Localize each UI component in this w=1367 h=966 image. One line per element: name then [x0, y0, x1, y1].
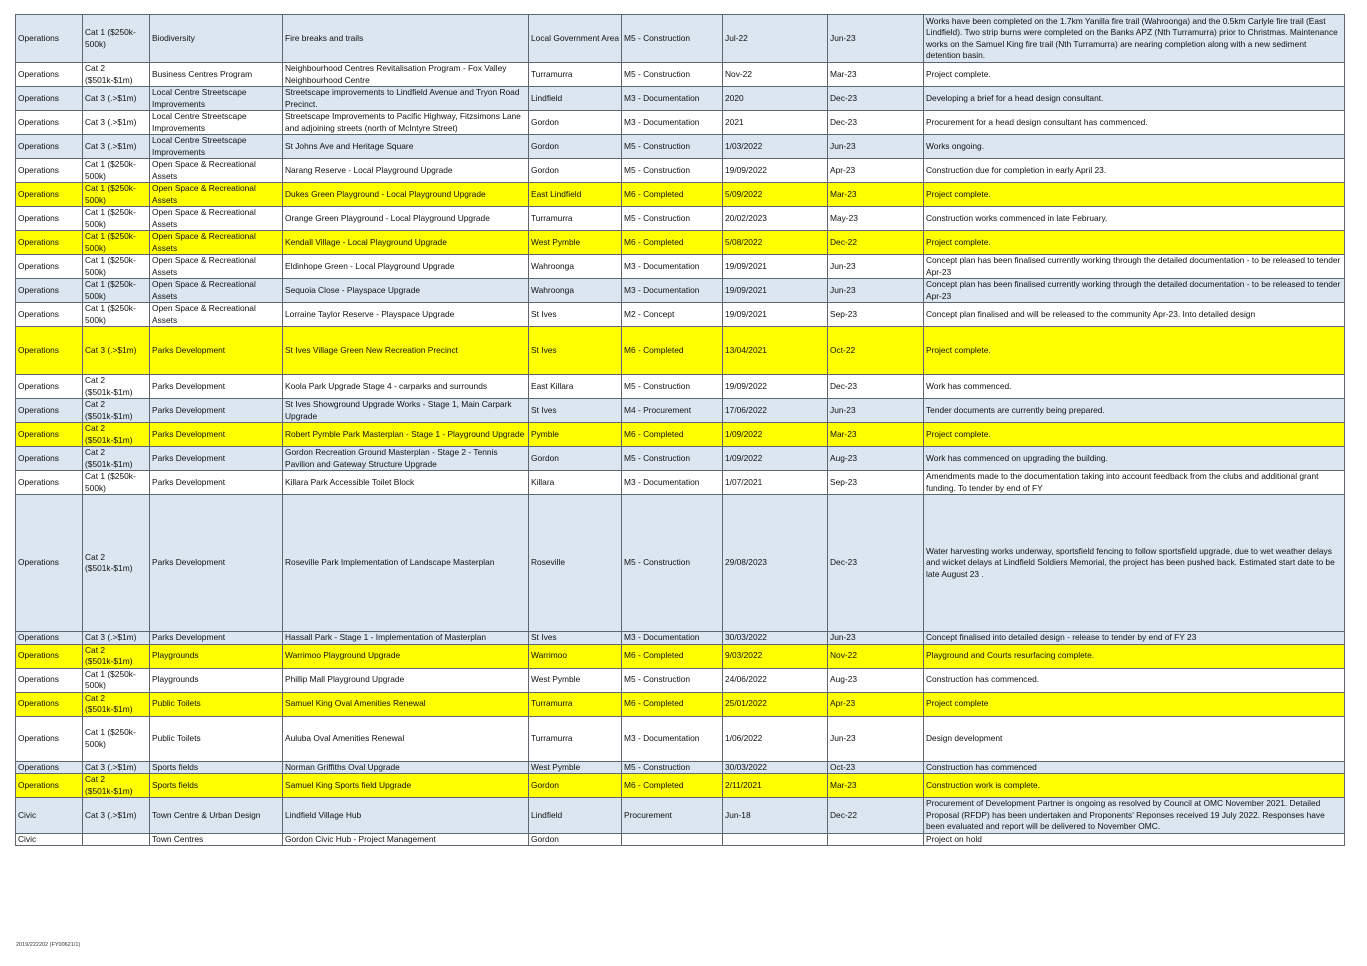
cell-comment: Project on hold: [924, 833, 1345, 846]
cell-stage: M6 - Completed: [622, 423, 723, 447]
cell-group: Operations: [16, 231, 83, 255]
table-row: [16, 471, 1345, 495]
cell-end: Mar-23: [828, 183, 924, 207]
cell-comment: Developing a brief for a head design consultant.: [924, 87, 1345, 111]
cell-start: Jun-18: [723, 798, 828, 834]
cell-program: Open Space & Recreational Assets: [150, 231, 283, 255]
cell-program: Parks Development: [150, 423, 283, 447]
table-row: [16, 692, 1345, 716]
document-reference: 2019/222202 (FY00621/1): [16, 942, 81, 948]
table-row: [16, 399, 1345, 423]
cell-category: Cat 3 (.>$1m): [83, 135, 150, 159]
cell-start: 9/03/2022: [723, 644, 828, 668]
cell-stage: M2 - Concept: [622, 303, 723, 327]
table-row: [16, 207, 1345, 231]
table-row: [16, 774, 1345, 798]
cell-project: Auluba Oval Amenities Renewal: [283, 716, 529, 761]
cell-program: Parks Development: [150, 632, 283, 645]
cell-group: Operations: [16, 327, 83, 375]
cell-project: Lindfield Village Hub: [283, 798, 529, 834]
cell-comment: Project complete.: [924, 231, 1345, 255]
cell-location: Turramurra: [529, 692, 622, 716]
cell-group: Operations: [16, 668, 83, 692]
cell-location: East Killara: [529, 375, 622, 399]
cell-location: Wahroonga: [529, 279, 622, 303]
cell-start: 30/03/2022: [723, 761, 828, 774]
cell-end: Sep-23: [828, 303, 924, 327]
table-row: [16, 833, 1345, 846]
cell-comment: Project complete: [924, 692, 1345, 716]
cell-group: Civic: [16, 833, 83, 846]
cell-location: Gordon: [529, 135, 622, 159]
cell-group: Operations: [16, 159, 83, 183]
cell-start: 2021: [723, 111, 828, 135]
cell-group: Operations: [16, 111, 83, 135]
cell-stage: M5 - Construction: [622, 63, 723, 87]
cell-end: Mar-23: [828, 774, 924, 798]
cell-category: Cat 1 ($250k-500k): [83, 668, 150, 692]
cell-comment: Project complete.: [924, 63, 1345, 87]
cell-end: Oct-22: [828, 327, 924, 375]
table-row: [16, 87, 1345, 111]
cell-location: Turramurra: [529, 716, 622, 761]
cell-comment: Project complete.: [924, 327, 1345, 375]
cell-location: St Ives: [529, 632, 622, 645]
cell-group: Operations: [16, 399, 83, 423]
cell-project: St Ives Showground Upgrade Works - Stage 1, Main Carpark Upgrade: [283, 399, 529, 423]
cell-project: Warrimoo Playground Upgrade: [283, 644, 529, 668]
cell-group: Operations: [16, 632, 83, 645]
cell-stage: M5 - Construction: [622, 159, 723, 183]
cell-project: Samuel King Sports field Upgrade: [283, 774, 529, 798]
cell-program: Sports fields: [150, 761, 283, 774]
table-row: [16, 798, 1345, 834]
cell-category: Cat 1 ($250k-500k): [83, 303, 150, 327]
cell-location: Killara: [529, 471, 622, 495]
cell-comment: Construction has commenced.: [924, 668, 1345, 692]
cell-location: Lindfield: [529, 87, 622, 111]
cell-project: Orange Green Playground - Local Playground Upgrade: [283, 207, 529, 231]
cell-start: Jul-22: [723, 15, 828, 63]
cell-start: 2020: [723, 87, 828, 111]
cell-stage: M3 - Documentation: [622, 279, 723, 303]
cell-location: Gordon: [529, 833, 622, 846]
cell-start: 2/11/2021: [723, 774, 828, 798]
cell-comment: Procurement of Development Partner is ongoing as resolved by Council at OMC November 2021. Detailed Proposal (RFDP) has been undertaken and Proponents' Reponses received 19 July 2022. Responses have been evaluated and report will be delivered to November OMC.: [924, 798, 1345, 834]
cell-group: Operations: [16, 255, 83, 279]
cell-category: Cat 1 ($250k-500k): [83, 255, 150, 279]
cell-stage: M6 - Completed: [622, 183, 723, 207]
cell-location: Wahroonga: [529, 255, 622, 279]
table-row: [16, 716, 1345, 761]
cell-end: Sep-23: [828, 471, 924, 495]
cell-end: Dec-23: [828, 495, 924, 632]
cell-location: St Ives: [529, 327, 622, 375]
cell-stage: M5 - Construction: [622, 207, 723, 231]
cell-comment: Project complete.: [924, 423, 1345, 447]
cell-end: Jun-23: [828, 716, 924, 761]
cell-project: Norman Griffiths Oval Upgrade: [283, 761, 529, 774]
cell-group: Operations: [16, 495, 83, 632]
cell-group: Operations: [16, 644, 83, 668]
cell-location: St Ives: [529, 399, 622, 423]
table-row: [16, 375, 1345, 399]
cell-stage: M3 - Documentation: [622, 716, 723, 761]
capital-works-table: [15, 14, 1345, 846]
cell-group: Operations: [16, 716, 83, 761]
cell-end: Jun-23: [828, 399, 924, 423]
cell-end: Mar-23: [828, 63, 924, 87]
cell-end: Dec-23: [828, 111, 924, 135]
cell-program: Open Space & Recreational Assets: [150, 207, 283, 231]
cell-comment: Concept plan has been finalised currently working through the detailed documentation - to be released to tender Apr-23: [924, 279, 1345, 303]
cell-end: May-23: [828, 207, 924, 231]
cell-program: Public Toilets: [150, 716, 283, 761]
cell-stage: M6 - Completed: [622, 692, 723, 716]
cell-comment: Design development: [924, 716, 1345, 761]
cell-program: Parks Development: [150, 399, 283, 423]
cell-program: Local Centre Streetscape Improvements: [150, 135, 283, 159]
cell-project: Sequoia Close - Playspace Upgrade: [283, 279, 529, 303]
table-row: [16, 255, 1345, 279]
cell-program: Playgrounds: [150, 644, 283, 668]
cell-category: Cat 3 (.>$1m): [83, 111, 150, 135]
cell-program: Open Space & Recreational Assets: [150, 183, 283, 207]
cell-location: St Ives: [529, 303, 622, 327]
cell-comment: Project complete.: [924, 183, 1345, 207]
cell-stage: M5 - Construction: [622, 15, 723, 63]
cell-project: Phillip Mall Playground Upgrade: [283, 668, 529, 692]
cell-stage: M3 - Documentation: [622, 111, 723, 135]
cell-comment: Water harvesting works underway, sportsfield fencing to follow sportsfield upgrade, due to wet weather delays and wicket delays at Lindfield Soldiers Memorial, the project has been pushed back. Estimated start date to be late August 23 .: [924, 495, 1345, 632]
cell-program: Local Centre Streetscape Improvements: [150, 111, 283, 135]
cell-location: Roseville: [529, 495, 622, 632]
cell-category: Cat 3 (.>$1m): [83, 327, 150, 375]
cell-stage: M5 - Construction: [622, 135, 723, 159]
cell-start: [723, 833, 828, 846]
cell-category: Cat 2 ($501k-$1m): [83, 63, 150, 87]
table-row: [16, 447, 1345, 471]
cell-project: Fire breaks and trails: [283, 15, 529, 63]
cell-stage: M6 - Completed: [622, 327, 723, 375]
cell-project: Eldinhope Green - Local Playground Upgrade: [283, 255, 529, 279]
cell-group: Operations: [16, 471, 83, 495]
cell-start: 30/03/2022: [723, 632, 828, 645]
cell-stage: M3 - Documentation: [622, 632, 723, 645]
cell-end: Aug-23: [828, 668, 924, 692]
cell-comment: Concept finalised into detailed design - release to tender by end of FY 23: [924, 632, 1345, 645]
cell-category: Cat 2 ($501k-$1m): [83, 774, 150, 798]
cell-end: Oct-23: [828, 761, 924, 774]
cell-comment: Construction due for completion in early April 23.: [924, 159, 1345, 183]
cell-group: Operations: [16, 135, 83, 159]
cell-stage: M5 - Construction: [622, 761, 723, 774]
cell-project: Neighbourhood Centres Revitalisation Program - Fox Valley Neighbourhood Centre: [283, 63, 529, 87]
cell-category: [83, 833, 150, 846]
cell-start: 20/02/2023: [723, 207, 828, 231]
cell-start: 19/09/2021: [723, 279, 828, 303]
table-row: [16, 63, 1345, 87]
cell-location: Warrimoo: [529, 644, 622, 668]
cell-start: 1/09/2022: [723, 423, 828, 447]
cell-project: Streetscape improvements to Lindfield Avenue and Tryon Road Precinct.: [283, 87, 529, 111]
table-row: [16, 183, 1345, 207]
cell-project: Robert Pymble Park Masterplan - Stage 1 - Playground Upgrade: [283, 423, 529, 447]
table-row: [16, 303, 1345, 327]
table-row: [16, 327, 1345, 375]
cell-stage: M6 - Completed: [622, 644, 723, 668]
table-row: [16, 495, 1345, 632]
cell-program: Biodiversity: [150, 15, 283, 63]
cell-group: Operations: [16, 761, 83, 774]
table-row: [16, 159, 1345, 183]
cell-end: Jun-23: [828, 255, 924, 279]
cell-start: 19/09/2022: [723, 375, 828, 399]
cell-program: Business Centres Program: [150, 63, 283, 87]
cell-group: Operations: [16, 774, 83, 798]
cell-start: 1/09/2022: [723, 447, 828, 471]
cell-stage: M5 - Construction: [622, 495, 723, 632]
cell-program: Sports fields: [150, 774, 283, 798]
table-row: [16, 135, 1345, 159]
cell-comment: Work has commenced.: [924, 375, 1345, 399]
cell-start: Nov-22: [723, 63, 828, 87]
cell-location: West Pymble: [529, 761, 622, 774]
cell-project: Streetscape Improvements to Pacific Highway, Fitzsimons Lane and adjoining streets (north of McIntyre Street): [283, 111, 529, 135]
cell-start: 17/06/2022: [723, 399, 828, 423]
cell-program: Parks Development: [150, 447, 283, 471]
cell-comment: Amendments made to the documentation taking into account feedback from the clubs and additional grant funding. To tender by end of FY: [924, 471, 1345, 495]
cell-category: Cat 3 (.>$1m): [83, 87, 150, 111]
cell-group: Operations: [16, 15, 83, 63]
cell-category: Cat 1 ($250k-500k): [83, 471, 150, 495]
cell-project: Narang Reserve - Local Playground Upgrade: [283, 159, 529, 183]
cell-location: Gordon: [529, 111, 622, 135]
cell-group: Operations: [16, 692, 83, 716]
cell-category: Cat 2 ($501k-$1m): [83, 644, 150, 668]
cell-start: 5/08/2022: [723, 231, 828, 255]
cell-location: Turramurra: [529, 63, 622, 87]
cell-end: Apr-23: [828, 159, 924, 183]
cell-comment: Construction has commenced: [924, 761, 1345, 774]
cell-comment: Tender documents are currently being prepared.: [924, 399, 1345, 423]
cell-group: Operations: [16, 63, 83, 87]
cell-category: Cat 1 ($250k-500k): [83, 183, 150, 207]
cell-start: 19/09/2021: [723, 255, 828, 279]
cell-group: Operations: [16, 207, 83, 231]
cell-end: Dec-22: [828, 798, 924, 834]
cell-start: 13/04/2021: [723, 327, 828, 375]
cell-location: Lindfield: [529, 798, 622, 834]
cell-end: Jun-23: [828, 15, 924, 63]
cell-category: Cat 3 (.>$1m): [83, 761, 150, 774]
cell-comment: Construction works commenced in late February.: [924, 207, 1345, 231]
cell-group: Operations: [16, 303, 83, 327]
cell-project: Gordon Civic Hub - Project Management: [283, 833, 529, 846]
cell-stage: M3 - Documentation: [622, 471, 723, 495]
cell-category: Cat 2 ($501k-$1m): [83, 375, 150, 399]
cell-comment: Procurement for a head design consultant has commenced.: [924, 111, 1345, 135]
cell-comment: Construction work is complete.: [924, 774, 1345, 798]
cell-location: Pymble: [529, 423, 622, 447]
cell-project: St Johns Ave and Heritage Square: [283, 135, 529, 159]
cell-category: Cat 1 ($250k-500k): [83, 231, 150, 255]
cell-end: Dec-22: [828, 231, 924, 255]
cell-start: 19/09/2021: [723, 303, 828, 327]
table-row: [16, 279, 1345, 303]
cell-start: 1/06/2022: [723, 716, 828, 761]
cell-category: Cat 1 ($250k-500k): [83, 159, 150, 183]
cell-project: Samuel King Oval Amenities Renewal: [283, 692, 529, 716]
cell-start: 19/09/2022: [723, 159, 828, 183]
cell-program: Public Toilets: [150, 692, 283, 716]
cell-category: Cat 1 ($250k-500k): [83, 279, 150, 303]
cell-category: Cat 3 (.>$1m): [83, 632, 150, 645]
cell-start: 5/09/2022: [723, 183, 828, 207]
cell-program: Open Space & Recreational Assets: [150, 255, 283, 279]
cell-location: Gordon: [529, 159, 622, 183]
cell-end: Jun-23: [828, 135, 924, 159]
cell-group: Operations: [16, 279, 83, 303]
cell-stage: M5 - Construction: [622, 375, 723, 399]
cell-project: Gordon Recreation Ground Masterplan - Stage 2 - Tennis Pavilion and Gateway Structure Upgrade: [283, 447, 529, 471]
cell-stage: M6 - Completed: [622, 774, 723, 798]
cell-project: Kendall Village - Local Playground Upgrade: [283, 231, 529, 255]
cell-category: Cat 1 ($250k-500k): [83, 207, 150, 231]
cell-program: Parks Development: [150, 327, 283, 375]
cell-program: Open Space & Recreational Assets: [150, 159, 283, 183]
cell-location: Local Government Area: [529, 15, 622, 63]
cell-project: Koola Park Upgrade Stage 4 - carparks and surrounds: [283, 375, 529, 399]
cell-end: Jun-23: [828, 632, 924, 645]
cell-project: St Ives Village Green New Recreation Precinct: [283, 327, 529, 375]
table-row: [16, 632, 1345, 645]
cell-comment: Concept plan has been finalised currently working through the detailed documentation - to be released to tender Apr-23: [924, 255, 1345, 279]
cell-category: Cat 3 (.>$1m): [83, 798, 150, 834]
cell-program: Local Centre Streetscape Improvements: [150, 87, 283, 111]
cell-category: Cat 2 ($501k-$1m): [83, 447, 150, 471]
cell-stage: M5 - Construction: [622, 447, 723, 471]
cell-program: Open Space & Recreational Assets: [150, 303, 283, 327]
cell-stage: [622, 833, 723, 846]
cell-stage: M3 - Documentation: [622, 87, 723, 111]
cell-category: Cat 2 ($501k-$1m): [83, 495, 150, 632]
cell-program: Town Centre & Urban Design: [150, 798, 283, 834]
table-row: [16, 15, 1345, 63]
table-row: [16, 668, 1345, 692]
cell-end: Apr-23: [828, 692, 924, 716]
cell-group: Operations: [16, 447, 83, 471]
cell-end: Dec-23: [828, 375, 924, 399]
cell-stage: Procurement: [622, 798, 723, 834]
cell-group: Civic: [16, 798, 83, 834]
cell-end: Mar-23: [828, 423, 924, 447]
cell-stage: M3 - Documentation: [622, 255, 723, 279]
cell-location: Gordon: [529, 774, 622, 798]
cell-start: 1/03/2022: [723, 135, 828, 159]
cell-group: Operations: [16, 183, 83, 207]
cell-location: West Pymble: [529, 231, 622, 255]
cell-category: Cat 2 ($501k-$1m): [83, 399, 150, 423]
cell-end: [828, 833, 924, 846]
cell-comment: Works ongoing.: [924, 135, 1345, 159]
cell-program: Town Centres: [150, 833, 283, 846]
cell-stage: M6 - Completed: [622, 231, 723, 255]
cell-location: West Pymble: [529, 668, 622, 692]
cell-comment: Work has commenced on upgrading the building.: [924, 447, 1345, 471]
cell-end: Nov-22: [828, 644, 924, 668]
cell-comment: Concept plan finalised and will be released to the community Apr-23. Into detailed design: [924, 303, 1345, 327]
cell-start: 1/07/2021: [723, 471, 828, 495]
cell-program: Parks Development: [150, 471, 283, 495]
cell-program: Parks Development: [150, 495, 283, 632]
table-row: [16, 111, 1345, 135]
cell-project: Hassall Park - Stage 1 - Implementation of Masterplan: [283, 632, 529, 645]
cell-program: Parks Development: [150, 375, 283, 399]
cell-stage: M4 - Procurement: [622, 399, 723, 423]
cell-project: Roseville Park Implementation of Landscape Masterplan: [283, 495, 529, 632]
cell-category: Cat 1 ($250k-500k): [83, 716, 150, 761]
cell-start: 29/08/2023: [723, 495, 828, 632]
cell-location: Gordon: [529, 447, 622, 471]
cell-group: Operations: [16, 375, 83, 399]
cell-group: Operations: [16, 423, 83, 447]
table-row: [16, 423, 1345, 447]
table-row: [16, 761, 1345, 774]
cell-category: Cat 1 ($250k-500k): [83, 15, 150, 63]
cell-end: Jun-23: [828, 279, 924, 303]
cell-program: Open Space & Recreational Assets: [150, 279, 283, 303]
cell-category: Cat 2 ($501k-$1m): [83, 692, 150, 716]
cell-comment: Playground and Courts resurfacing complete.: [924, 644, 1345, 668]
cell-project: Killara Park Accessible Toilet Block: [283, 471, 529, 495]
cell-category: Cat 2 ($501k-$1m): [83, 423, 150, 447]
cell-program: Playgrounds: [150, 668, 283, 692]
cell-end: Dec-23: [828, 87, 924, 111]
cell-location: Turramurra: [529, 207, 622, 231]
cell-end: Aug-23: [828, 447, 924, 471]
cell-comment: Works have been completed on the 1.7km Yanilla fire trail (Wahroonga) and the 0.5km Carlyle fire trail (East Lindfield). Two strip burns were completed on the Banks APZ (Nth Turramurra) prior to Christmas. Maintenance works on the Samuel King fire trail (Nth Turramurra) are nearing completion along with a new sediment detention basin.: [924, 15, 1345, 63]
table-row: [16, 644, 1345, 668]
cell-location: East Lindfield: [529, 183, 622, 207]
cell-project: Dukes Green Playground - Local Playground Upgrade: [283, 183, 529, 207]
cell-project: Lorraine Taylor Reserve - Playspace Upgrade: [283, 303, 529, 327]
table-row: [16, 231, 1345, 255]
cell-group: Operations: [16, 87, 83, 111]
cell-start: 25/01/2022: [723, 692, 828, 716]
cell-start: 24/06/2022: [723, 668, 828, 692]
cell-stage: M5 - Construction: [622, 668, 723, 692]
